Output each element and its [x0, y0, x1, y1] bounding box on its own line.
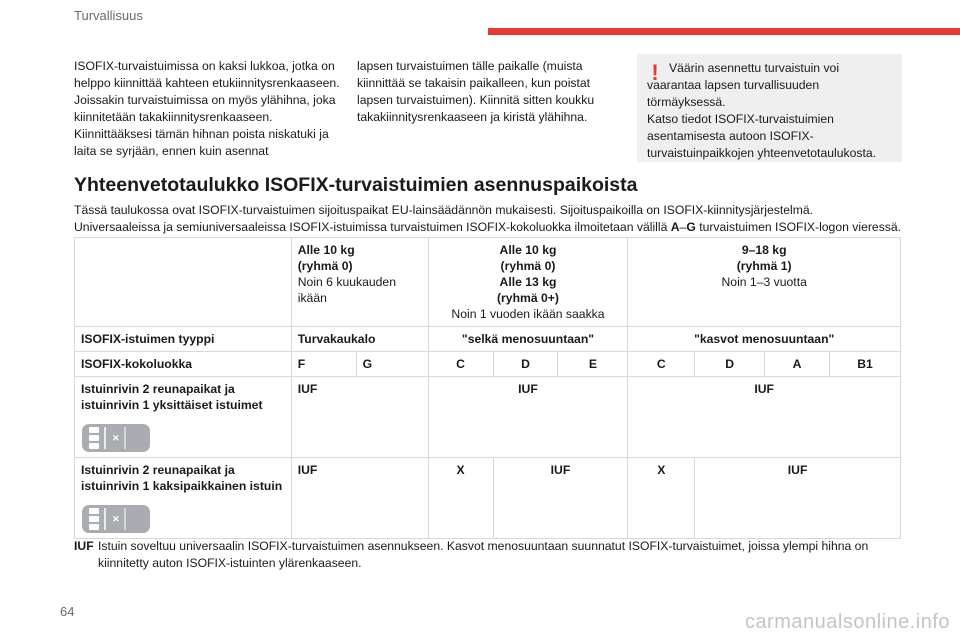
table-cell: "selkä menosuuntaan"	[428, 327, 628, 352]
table-row-double-seat	[75, 458, 901, 539]
header-group: (ryhmä 0)	[500, 259, 556, 273]
header-empty-cell	[75, 238, 292, 327]
paragraph-middle: lapsen turvaistuimen tälle paikalle (muista kiinnittää se takaisin paikalleen, kun poistat lapsen turvaistuimen). Kiinnitä sitten koukku takakiinnitysrenkaaseen ja kiristä ylähihna.	[357, 59, 595, 124]
table-cell: IUF	[493, 458, 628, 539]
footnote	[74, 538, 904, 572]
table-cell: "kasvot menosuuntaan"	[628, 327, 901, 352]
warning-text-2: Katso tiedot ISOFIX-turvaistuimien asentamisesta autoon ISOFIX-turvaistuinpaikkojen yhteenvetotaulukosta.	[647, 112, 876, 160]
table-cell: F	[291, 352, 356, 377]
row-label: Istuinrivin 2 reunapaikat ja istuinrivin 1 yksittäiset istuimet	[81, 382, 263, 412]
table-header-row	[75, 238, 901, 327]
header-group-0	[291, 238, 428, 327]
header-group-1	[628, 238, 901, 327]
table-row-seat-type	[75, 327, 901, 352]
table-cell: IUF	[628, 377, 901, 458]
row-label: Istuinrivin 2 reunapaikat ja istuinrivin 1 kaksipaikkainen istuin	[81, 463, 283, 493]
van-seat-layout-icon	[81, 423, 151, 453]
intro-line-2	[74, 219, 904, 236]
row-label: ISOFIX-istuimen tyyppi	[75, 327, 292, 352]
table-cell: X	[428, 458, 493, 539]
table-cell: E	[558, 352, 628, 377]
intro-line-1: Tässä taulukossa ovat ISOFIX-turvaistuimen sijoituspaikat EU-lainsäädännön mukaisesti. Sijoituspaikoilla on ISOFIX-kiinnitysjärjestelmä.	[74, 203, 814, 217]
isofix-summary-table	[74, 237, 901, 539]
intro-line-2-end: turvaistuimen ISOFIX-logon vieressä.	[695, 220, 902, 234]
svg-text:✕: ✕	[112, 514, 120, 524]
table-cell: X	[628, 458, 695, 539]
page-number: 64	[60, 604, 75, 619]
header-weight: Alle 10 kg	[297, 243, 355, 257]
table-cell: B1	[830, 352, 901, 377]
footnote-definition: Istuin soveltuu universaalin ISOFIX-turvaistuimen asennukseen. Kasvot menosuuntaan suunnatut ISOFIX-turvaistuimet, joissa ylempi hihna on kiinnitetty auton ISOFIX-istuinten ylärenkaaseen.	[98, 539, 869, 570]
table-cell: IUF	[291, 377, 428, 458]
header-age: Noin 1 vuoden ikään saakka	[451, 307, 605, 321]
header-age: Noin 1–3 vuotta	[721, 275, 807, 289]
svg-text:✕: ✕	[112, 433, 120, 443]
table-cell: IUF	[695, 458, 901, 539]
exclamation-icon: !	[651, 60, 659, 85]
section-title: Turvallisuus	[74, 8, 143, 23]
van-seat-layout-icon	[81, 504, 151, 534]
table-row-single-seats	[75, 377, 901, 458]
page-heading: Yhteenvetotaulukko ISOFIX-turvaistuimien asennuspaikoista	[74, 174, 638, 196]
watermark: carmanualsonline.info	[744, 611, 950, 633]
row-label-cell	[75, 458, 292, 539]
range-start: A	[670, 220, 680, 234]
table-cell: A	[765, 352, 830, 377]
header-weight: Alle 13 kg	[499, 275, 557, 289]
table-cell: C	[428, 352, 493, 377]
row-label-cell	[75, 377, 292, 458]
range-separator: –	[679, 220, 687, 234]
header-group: (ryhmä 0+)	[496, 291, 559, 305]
header-group-0plus	[428, 238, 628, 327]
header-weight: Alle 10 kg	[499, 243, 557, 257]
table-cell: D	[493, 352, 558, 377]
table-cell: D	[695, 352, 765, 377]
footnote-term: IUF	[74, 539, 94, 553]
header-age: Noin 6 kuukauden ikään	[297, 275, 396, 305]
table-cell: IUF	[291, 458, 428, 539]
paragraph-left: ISOFIX-turvaistuimissa on kaksi lukkoa, jotka on helppo kiinnittää kahteen etukiinnitysrenkaaseen. Joissakin turvaistuimissa on myös ylähihna, joka kiinnitetään takakiinnitysrenkaaseen. Kiinnittääksesi tämän hihnan poista niskatuki ja laita se syrjään, ennen kuin asennat	[74, 59, 340, 158]
table-cell: C	[628, 352, 695, 377]
table-cell: Turvakaukalo	[291, 327, 428, 352]
intro-line-2-start: Universaaleissa ja semiuniversaaleissa ISOFIX-istuimissa turvaistuimen ISOFIX-kokoluokka ilmoitetaan välillä	[74, 220, 671, 234]
table-row-size-class	[75, 352, 901, 377]
warning-text-1: Väärin asennettu turvaistuin voi vaarantaa lapsen turvallisuuden törmäyksessä.	[647, 61, 840, 109]
header-weight: 9–18 kg	[741, 243, 787, 257]
section-accent-bar	[488, 28, 960, 35]
warning-box	[637, 54, 902, 162]
header-group: (ryhmä 0)	[297, 259, 353, 273]
row-label: ISOFIX-kokoluokka	[75, 352, 292, 377]
table-cell: IUF	[428, 377, 628, 458]
table-cell: G	[356, 352, 428, 377]
header-group: (ryhmä 1)	[736, 259, 792, 273]
intro-text	[74, 202, 904, 236]
range-end: G	[686, 220, 696, 234]
